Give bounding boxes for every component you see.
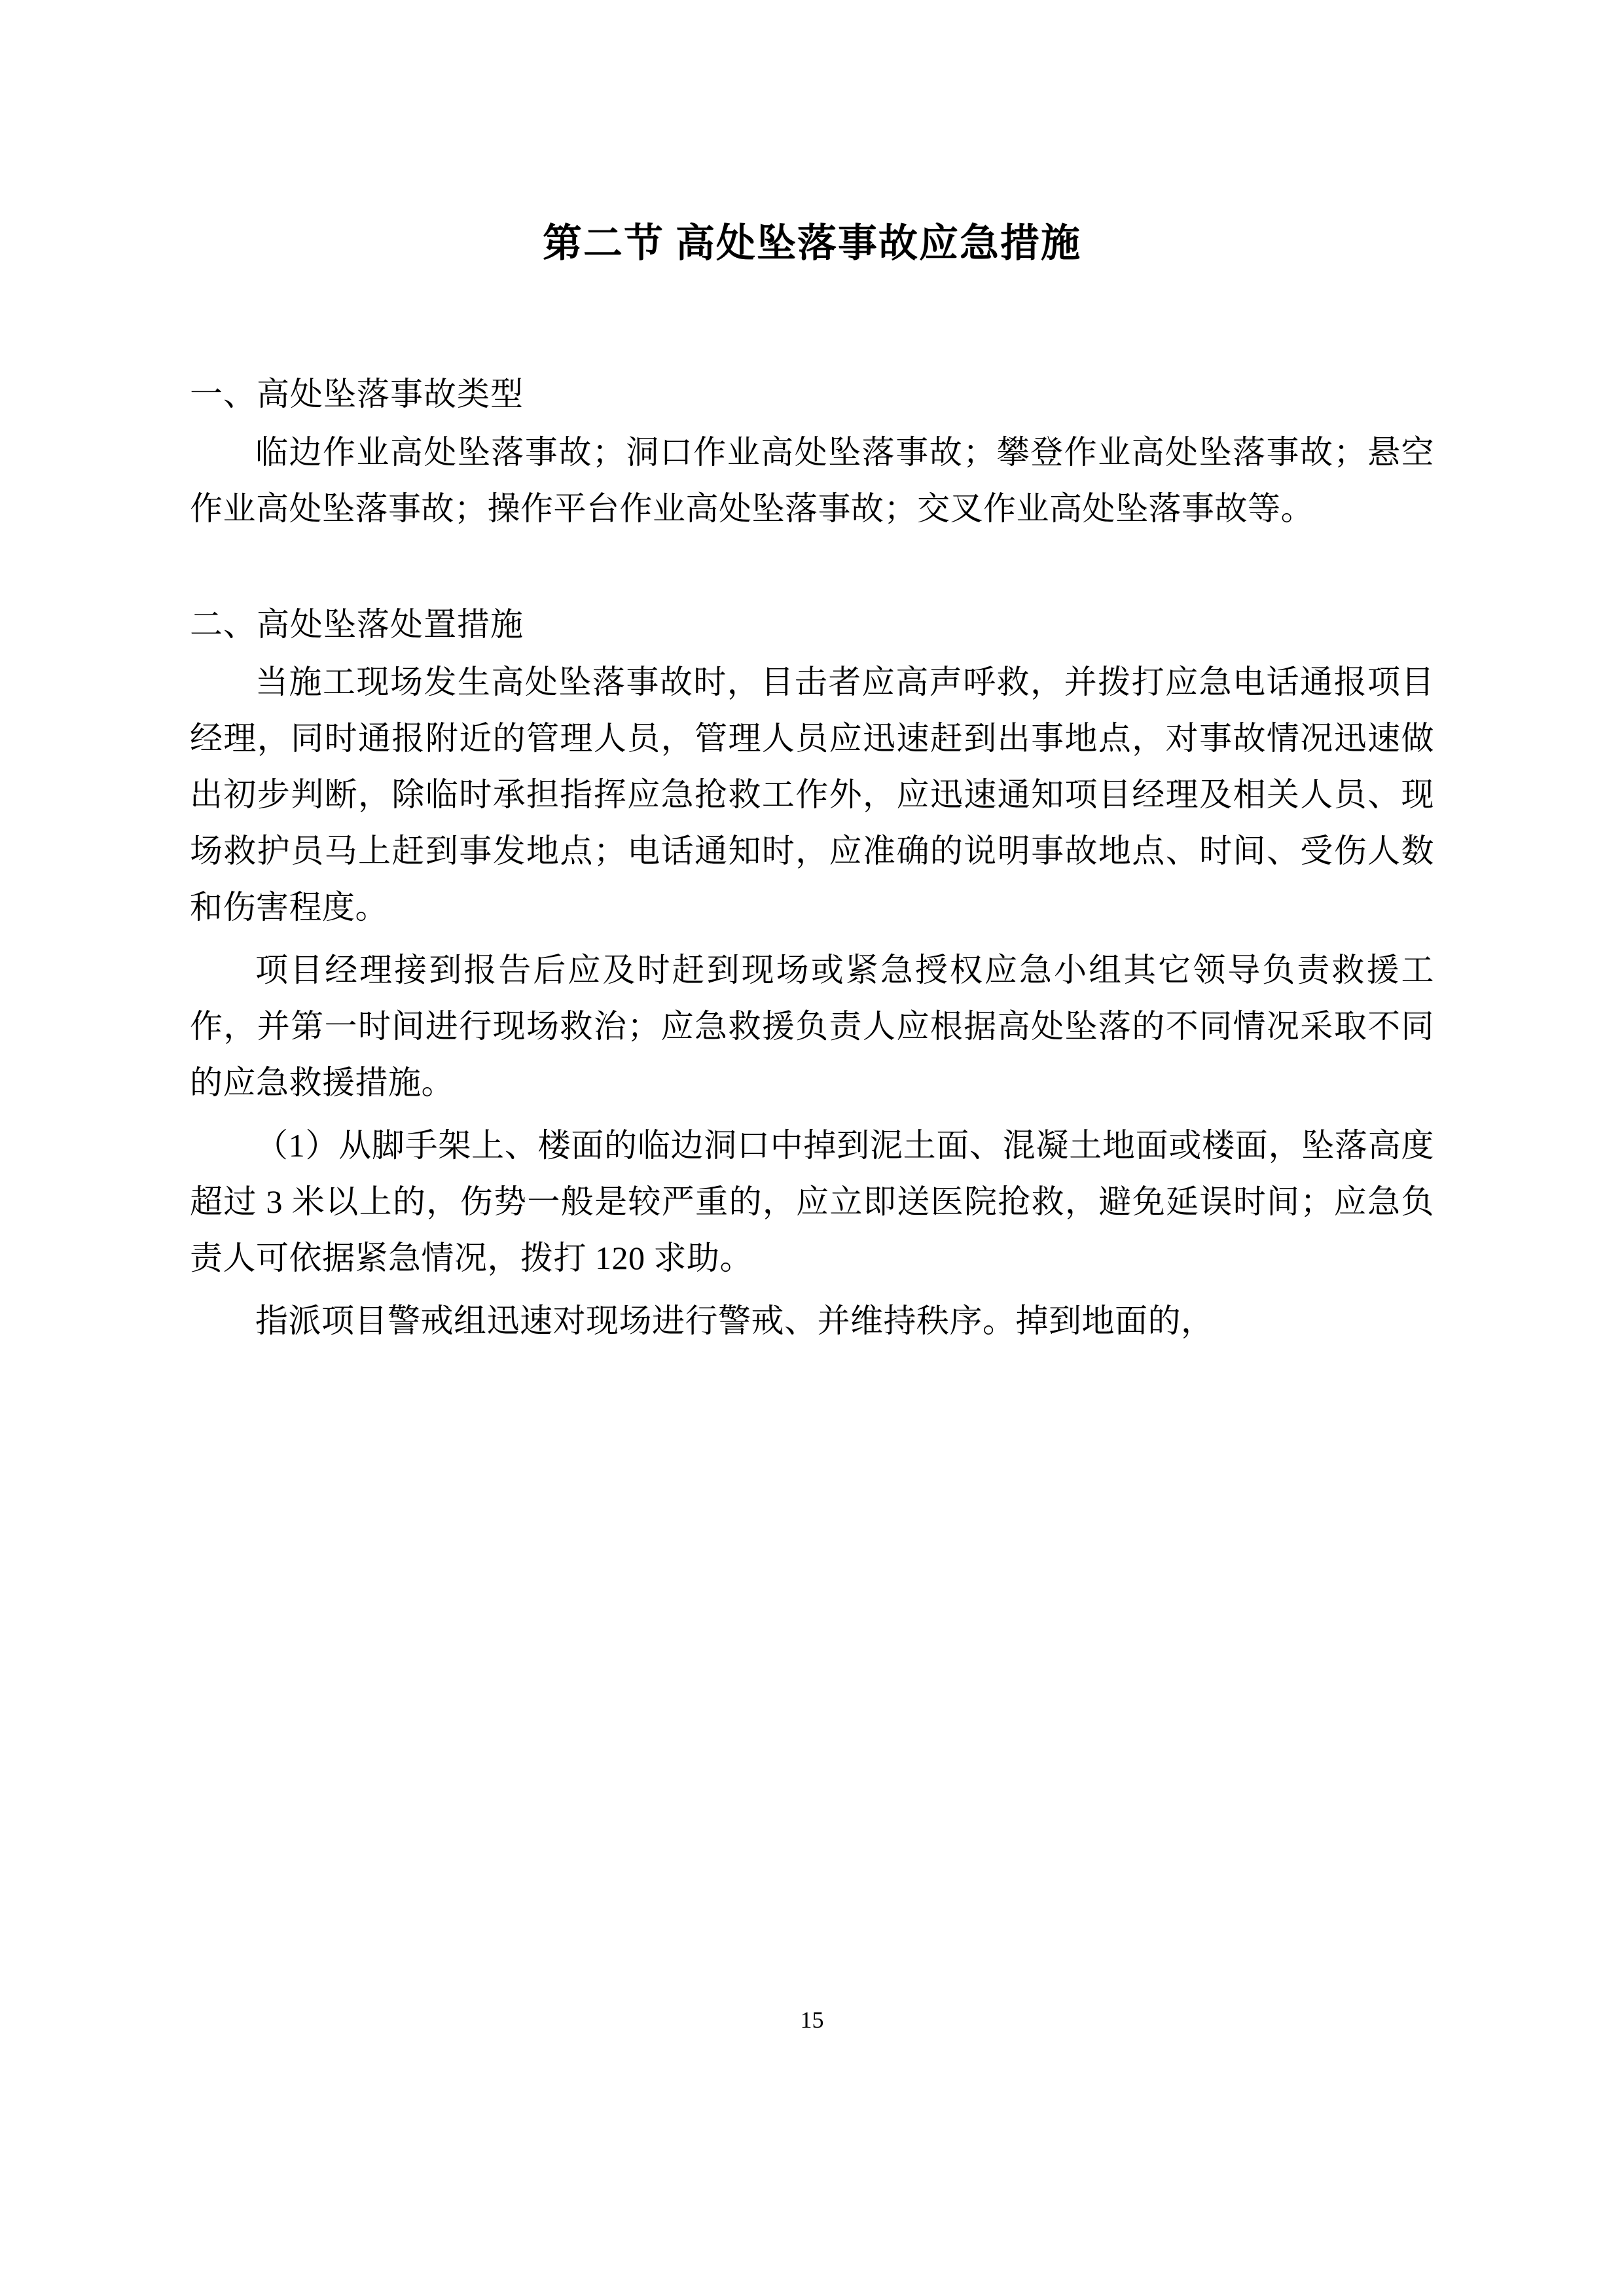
paragraph: 项目经理接到报告后应及时赶到现场或紧急授权应急小组其它领导负责救援工作，并第一时间进行现场救治；应急救援负责人应根据高处坠落的不同情况采取不同的应急救援措施。 <box>190 952 1434 1101</box>
title-spacer <box>190 271 1434 369</box>
paragraph: 指派项目警戒组迅速对现场进行警戒、并维持秩序。掉到地面的， <box>255 1302 1214 1339</box>
page-number: 15 <box>800 2007 824 2033</box>
paragraph: 当施工现场发生高处坠落事故时，目击者应高声呼救，并拨打应急电话通报项目经理，同时通报附近的管理人员，管理人员应迅速赶到出事地点，对事故情况迅速做出初步判断，除临时承担指挥应急抢救工作外，应迅速通知项目经理及相关人员、现场救护员马上赶到事发地点；电话通知时，应准确的说明事故地点、时间、受伤人数和伤害程度。 <box>190 664 1434 925</box>
paragraph: （1）从脚手架上、楼面的临边洞口中掉到泥土面、混凝土地面或楼面，坠落高度超过 3 米以上的，伤势一般是较严重的，应立即送医院抢救，避免延误时间；应急负责人可依据紧急情况，拨打 120 求助。 <box>190 1127 1434 1276</box>
section-accident-types <box>190 369 1434 537</box>
paragraph: 临边作业高处坠落事故；洞口作业高处坠落事故；攀登作业高处坠落事故；悬空作业高处坠落事故；操作平台作业高处坠落事故；交叉作业高处坠落事故等。 <box>190 433 1434 527</box>
section-heading: 一、高处坠落事故类型 <box>190 376 524 412</box>
page-title: 第二节 高处坠落事故应急措施 <box>543 222 1081 265</box>
section-heading: 二、高处坠落处置措施 <box>190 605 524 643</box>
section-response-measures <box>190 600 1434 1350</box>
section-spacer <box>190 537 1434 600</box>
